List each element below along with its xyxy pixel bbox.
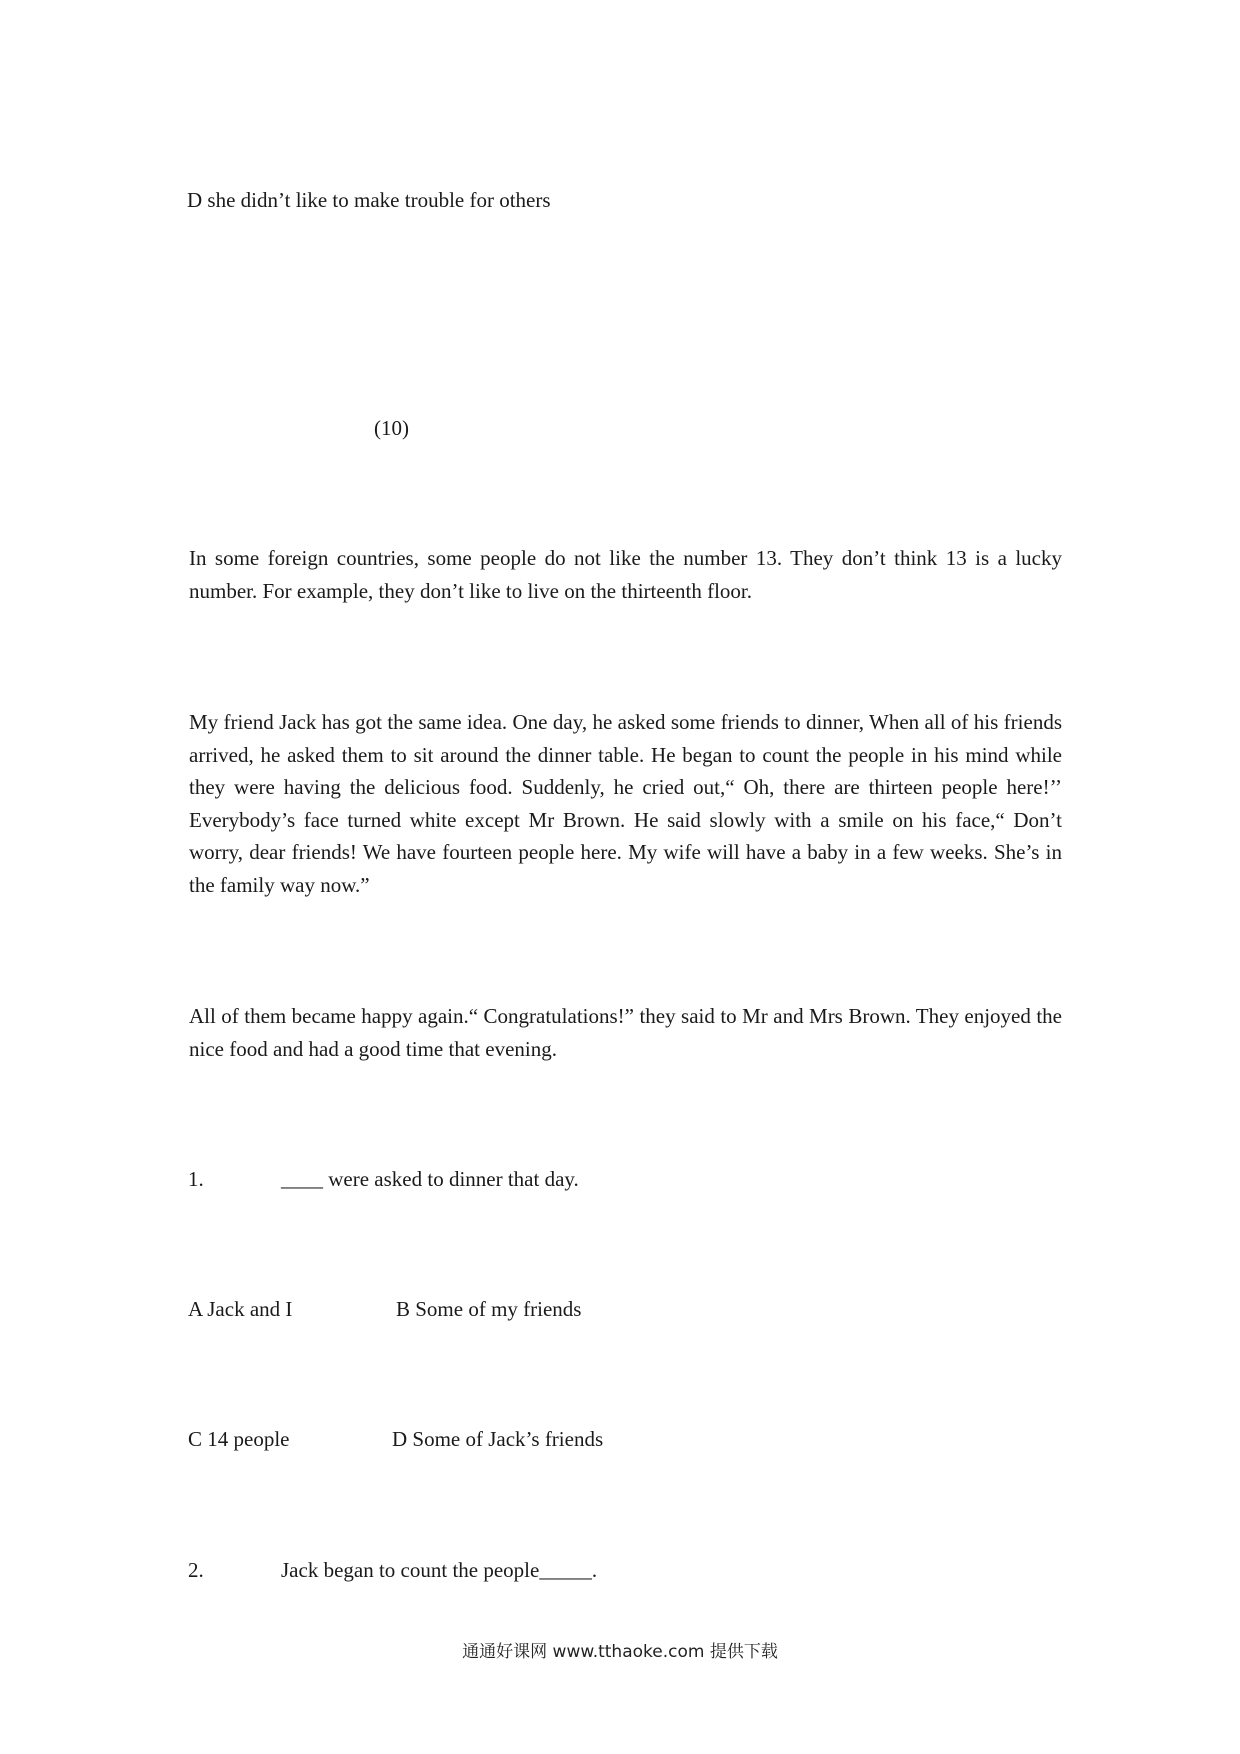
- paragraph-3: All of them became happy again.“ Congratulations!” they said to Mr and Mrs Brown. They enjoyed the nice food and had a good time that evening.: [189, 1004, 1062, 1061]
- question-1-option-a: A Jack and I: [188, 1297, 293, 1321]
- question-1-text: ____ were asked to dinner that day.: [281, 1167, 579, 1191]
- question-1-option-c: C 14 people: [188, 1427, 290, 1451]
- question-1-option-d: D Some of Jack’s friends: [392, 1427, 604, 1451]
- page-footer: 通通好课网 www.tthaoke.com 提供下载: [462, 1642, 778, 1662]
- question-2-text: Jack began to count the people_____.: [281, 1558, 598, 1582]
- paragraph-1: In some foreign countries, some people do not like the number 13. They don’t think 13 is a lucky number. For example, they don’t like to live on the thirteenth floor.: [189, 546, 1062, 603]
- question-2-number: 2.: [188, 1558, 204, 1582]
- previous-question-option-d: D she didn’t like to make trouble for others: [187, 188, 551, 212]
- paragraph-2: My friend Jack has got the same idea. One day, he asked some friends to dinner, When all of his friends arrived, he asked them to sit around the dinner table. He began to count the people in his mind while they were having the delicious food. Suddenly, he cried out,“ Oh, there are thirteen people here!’’ Everybody’s face turned white except Mr Brown. He said slowly with a smile on his face,“ Don’t worry, dear friends! We have fourteen people here. My wife will have a baby in a few weeks. She’s in the family way now.”: [189, 710, 1062, 897]
- section-number: (10): [374, 416, 409, 440]
- question-1-option-b: B Some of my friends: [396, 1297, 582, 1321]
- question-1-number: 1.: [188, 1167, 204, 1191]
